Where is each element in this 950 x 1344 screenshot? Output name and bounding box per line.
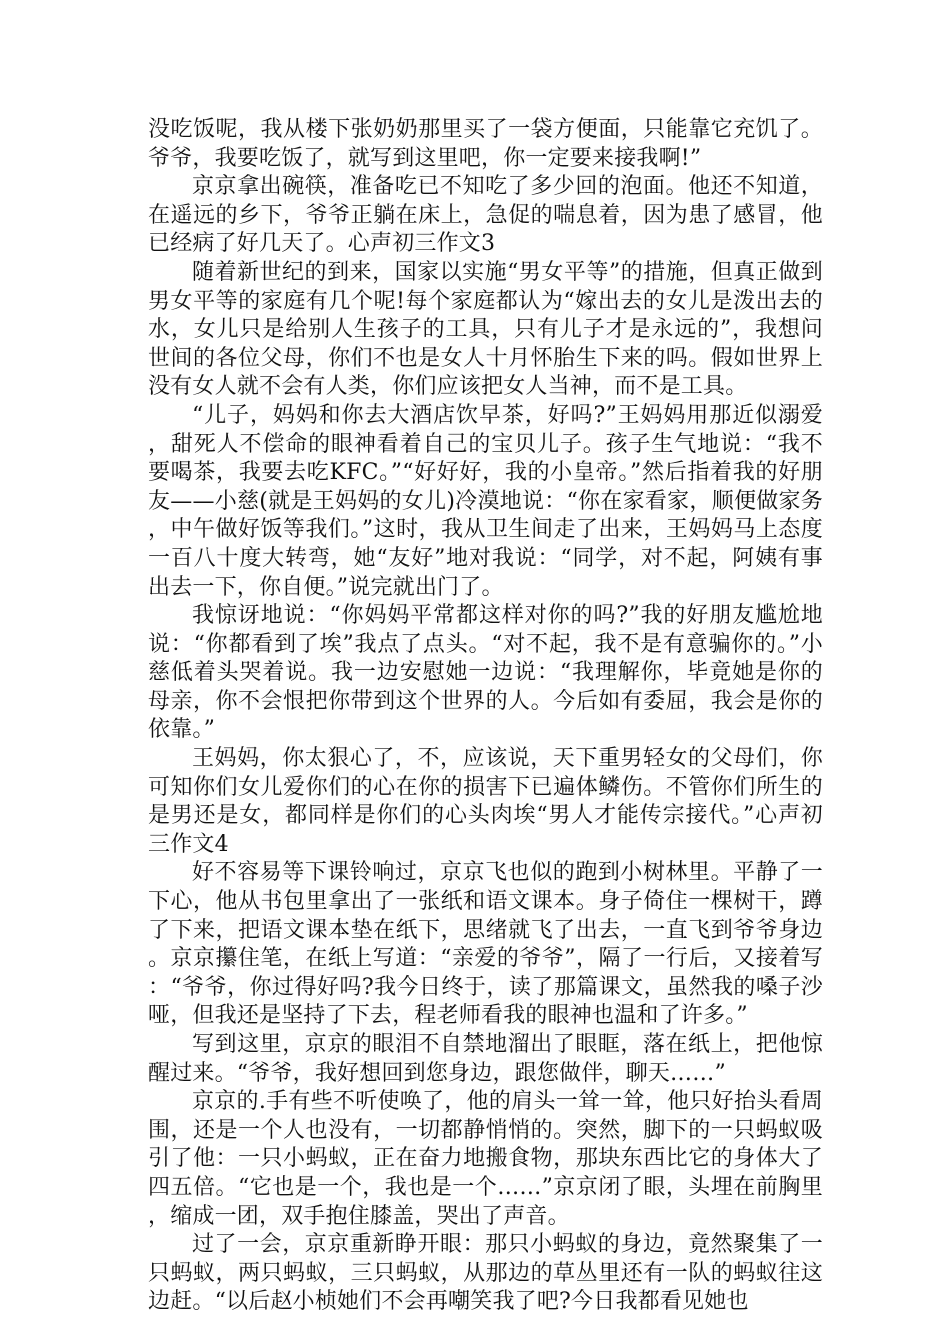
paragraph-letter-writing: 好不容易等下课铃响过，京京飞也似的跑到小树林里。平静了一下心，他从书包里拿出了一张纸和语文课本。身子倚住一棵树干，蹲了下来，把语文课本垫在纸下，思绪就飞了出去，一直飞到爷爷身边。京京攥住笔，在纸上写道：“亲爱的爷爷”，隔了一行后，又接着写：“爷爷，你过得好吗?我今日终于，读了那篇课文，虽然我的嗓子沙哑，但我还是坚持了下去，程老师看我的眼神也温和了许多。”: [148, 860, 823, 1029]
paragraph-ants-gather: 过了一会，京京重新睁开眼：那只小蚂蚁的身边，竟然聚集了一只蚂蚁，两只蚂蚁，三只蚂蚁，从那边的草丛里还有一队的蚂蚁往这边赶。“以后赵小桢她们不会再嘲笑我了吧?今日我都看见她也: [148, 1232, 823, 1315]
document-page: [148, 116, 823, 1317]
paragraph-mother-and-son: “儿子，妈妈和你去大酒店饮早茶，好吗?”王妈妈用那近似溺爱，甜死人不偿命的眼神看着自己的宝贝儿子。孩子生气地说：“我不要喝茶，我要去吃KFC。”“好好好，我的小皇帝。”然后指着我的好朋友——小慈(就是王妈妈的女儿)冷漠地说：“你在家看家，顺便做家务，中午做好饭等我们。”这时，我从卫生间走了出来，王妈妈马上态度一百八十度大转弯，她“友好”地对我说：“同学，对不起，阿姨有事出去一下，你自便。”说完就出门了。: [148, 402, 823, 600]
paragraph-jingjing-noodles: 京京拿出碗筷，准备吃已不知吃了多少回的泡面。他还不知道，在遥远的乡下，爷爷正躺在床上，急促的喘息着，因为患了感冒，他已经病了好几天了。心声初三作文3: [148, 174, 823, 257]
paragraph-gender-equality: 随着新世纪的到来，国家以实施“男女平等”的措施，但真正做到男女平等的家庭有几个呢!每个家庭都认为“嫁出去的女儿是泼出去的水，女儿只是给别人生孩子的工具，只有儿子才是永远的”，我想问世间的各位父母，你们不也是女人十月怀胎生下来的吗。假如世界上没有女人就不会有人类，你们应该把女人当神，而不是工具。: [148, 259, 823, 400]
paragraph-friend-conversation: 我惊讶地说：“你妈妈平常都这样对你的吗?”我的好朋友尴尬地说：“你都看到了埃”我点了点头。“对不起，我不是有意骗你的。”小慈低着头哭着说。我一边安慰她一边说：“我理解你，毕竟她是你的母亲，你不会恨把你带到这个世界的人。今后如有委屈，我会是你的依靠。”: [148, 603, 823, 743]
paragraph-continuation: 没吃饭呢，我从楼下张奶奶那里买了一袋方便面，只能靠它充饥了。爷爷，我要吃饭了，就写到这里吧，你一定要来接我啊!”: [148, 117, 823, 171]
paragraph-tears: 写到这里，京京的眼泪不自禁地溜出了眼眶，落在纸上，把他惊醒过来。“爷爷，我好想回到您身边，跟您做伴，聊天……”: [148, 1032, 823, 1086]
paragraph-appeal-to-parents: 王妈妈，你太狠心了，不，应该说，天下重男轻女的父母们，你可知你们女儿爱你们的心在你的损害下已遍体鳞伤。不管你们所生的是男还是女，都同样是你们的心头肉埃“男人才能传宗接代。”心声初三作文4: [148, 746, 823, 857]
paragraph-ant: 京京的.手有些不听使唤了，他的肩头一耸一耸，他只好抬头看周围，还是一个人也没有，一切都静悄悄的。突然，脚下的一只蚂蚁吸引了他：一只小蚂蚁，正在奋力地搬食物，那块东西比它的身体大了四五倍。“它也是一个，我也是一个……”京京闭了眼，头埋在前胸里，缩成一团，双手抱住膝盖，哭出了声音。: [148, 1089, 823, 1229]
